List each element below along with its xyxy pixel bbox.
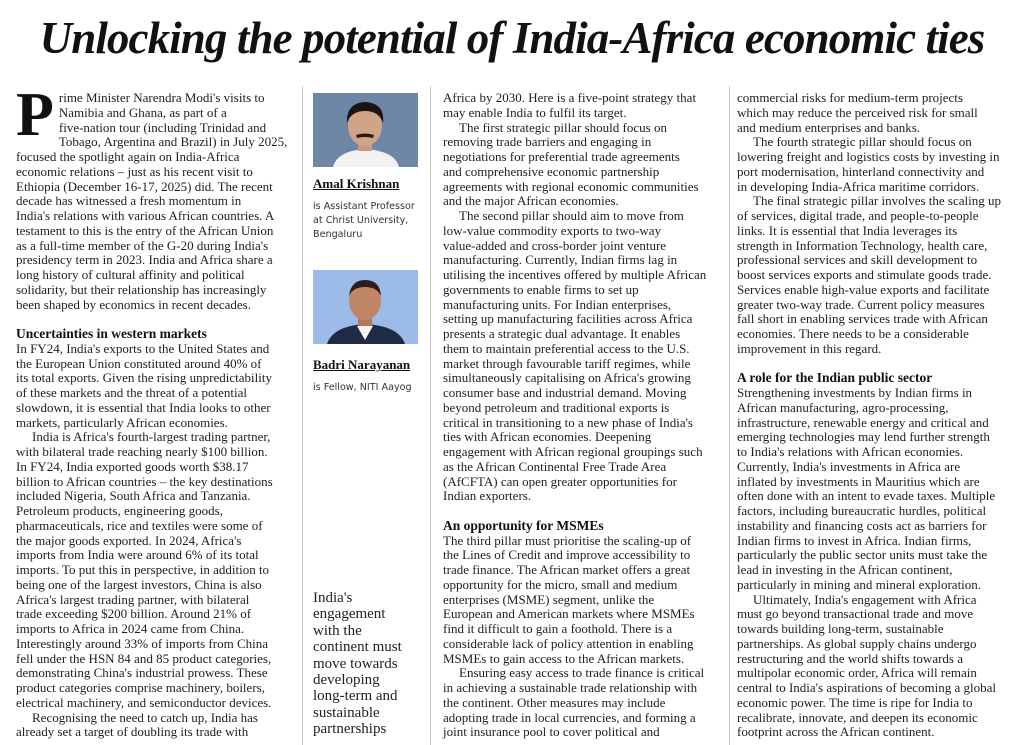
section-heading: Uncertainties in western markets — [16, 326, 207, 341]
paragraph: The third pillar must prioritise the scaling-up of the Lines of Credit and improve accessibility to trade finance. The African market offers a great opportunity for the micro, small and medium enterprises (MSME) segment, unlike the European and American markets where MSMEs find it difficult to gain a foothold. There is a considerable lack of policy attention in enabling MSMEs to gain access to the African markets. — [443, 532, 695, 666]
paragraph: The fourth strategic pillar should focus on lowering freight and logistics costs by investing in port modernisation, hinterland connectivity and in developing India-Africa maritime corridors. — [737, 134, 1000, 194]
paragraph: Ultimately, India's engagement with Africa must go beyond transactional trade and move towards building long-term, sustainable partnerships. As global supply chains undergo restructuring and the world shifts towards a multipolar economic order, Africa will remain central to India's aspirations of becoming a global economic power. The time is ripe for India to recalibrate, innovate, and deepen its economic footprint across the African continent. — [737, 591, 997, 740]
author-bio: is Assistant Professor at Christ University, Bengaluru — [313, 201, 415, 240]
author-photo-amal-krishnan — [313, 93, 418, 167]
column-divider — [302, 86, 303, 745]
paragraph: Africa by 2030. Here is a five-point strategy that may enable India to fulfil its target. — [443, 90, 697, 120]
section-heading: An opportunity for MSMEs — [443, 517, 604, 533]
section-heading: A role for the Indian public sector — [737, 370, 933, 386]
paragraph: Strengthening investments by Indian firms in African manufacturing, agro-processing, infrastructure, renewable energy and critical and emerging technologies may lend further strength to India's relations with African economies. Currently, India's investments in Africa are inflated by investments in Mauritius which are often done with an intent to evade taxes. Multiple factors, including bureaucratic hurdles, political instability and financing costs act as barriers for Indian firms to invest in Africa. Indian firms, particularly the public sector units must take the lead in investing in the African continent, particularly in mining and mineral exploration. — [737, 385, 996, 592]
paragraph: commercial risks for medium-term projects which may reduce the perceived risk for small and medium enterprises and banks. — [737, 90, 978, 135]
article-column-3 — [443, 91, 728, 740]
column-divider — [729, 86, 730, 745]
headline: Unlocking the potential of India-Africa economic ties — [39, 13, 985, 63]
paragraph: India is Africa's fourth-largest trading partner, with bilateral trade reaching nearly $100 billion. In FY24, India exported goods worth $38.17 billion to African countries – the key destinations included Nigeria, South Africa and Tanzania. Petroleum products, engineering goods, pharmaceuticals, rice and textiles were some of the major goods exported. In 2024, Africa's imports from India were around 6% of its total imports. To put this in perspective, in addition to being one of the largest investors, China is also Africa's largest trading partner, with bilateral trade exceeding $200 billion. Around 21% of imports to Africa in 2024 came from China. Interestingly around 33% of imports from China fell under the HSN 84 and 85 product categories, demonstrating China's industrial prowess. These product categories comprise machinery, boilers, electrical machinery, and semiconductor devices. — [16, 429, 273, 710]
paragraph: The first strategic pillar should focus on removing trade barriers and engaging in negotiations for preferential trade agreements and comprehensive economic partnership agreements with regional economic communities and the major African economies. — [443, 119, 699, 209]
paragraph: In FY24, India's exports to the United States and the European Union constituted around 40% of its total exports. Given the rising unpredictability of these markets and the threat of a potential slowdown, it is essential that India looks to other markets, particularly African economies. — [16, 340, 272, 430]
author-photo-badri-narayanan — [313, 270, 418, 344]
person-portrait-icon — [313, 93, 418, 167]
person-portrait-icon — [313, 270, 418, 344]
paragraph: Ensuring easy access to trade finance is critical in achieving a sustainable trade relationship with the continent. Other measures may include adopting trade in local currencies, and forming a joint insurance pool to cover political and — [443, 665, 705, 740]
paragraph: The second pillar should aim to move from low-value commodity exports to two-way value-added and cross-border joint venture manufacturing. Currently, Indian firms lag in utilising the incentives offered by multiple African governments to enable firms to set up manufacturing units. For Indian enterprises, setting up manufacturing facilities across Africa presents a strategic dual advantage. It enables them to maintain preferential access to the U.S. market through favourable tariff regimes, while simultaneously capitalising on Africa's growing consumer base and industrial demand. Moving beyond petroleum and traditional exports is critical in transitioning to a new phase of India's ties with African economies. Deepening engagement with African regional groupings such as the African Continental Free Trade Area (AfCFTA) can open greater opportunities for Indian exporters. — [443, 208, 707, 504]
paragraph: Recognising the need to catch up, India has already set a target of doubling its trade with — [16, 709, 258, 740]
author-name: Badri Narayanan — [313, 357, 411, 372]
paragraph: rime Minister Narendra Modi's visits to Namibia and Ghana, as part of a five-nation tour (including Trinidad and Tobago, Argentina and Brazil) in July 2025, focused the spotlight again on India-Africa economic relations – just as his recent visit to Ethiopia (December 16-17, 2025) did. The recent decade has witnessed a fresh momentum in India's relations with various African countries. A testament to this is the entry of the African Union as a full-time member of the G-20 during India's presidency term in 2023. India and Africa share a long history of cultural affinity and political solidarity, but their relationship has increasingly been shaped by economics in recent decades. — [16, 90, 288, 312]
pull-quote: India's engagement with the continent must move towards developing long-term and sustainable partnerships — [313, 590, 402, 738]
paragraph: The final strategic pillar involves the scaling up of services, digital trade, and people-to-people links. It is essential that India leverages its strength in Information Technology, health care, professional services and skill development to boost services exports and stimulate goods trade. Services enable high-value exports and facilitate greater two-way trade. Current policy measures fall short in enabling services trade with African economies. There needs to be a considerable improvement in this regard. — [737, 193, 1002, 356]
article-column-4 — [737, 91, 1019, 740]
drop-cap: P — [16, 81, 54, 149]
author-name: Amal Krishnan — [313, 176, 400, 191]
article-column-1 — [16, 81, 300, 740]
column-divider — [430, 86, 431, 745]
author-bio: is Fellow, NITI Aayog — [313, 382, 412, 393]
